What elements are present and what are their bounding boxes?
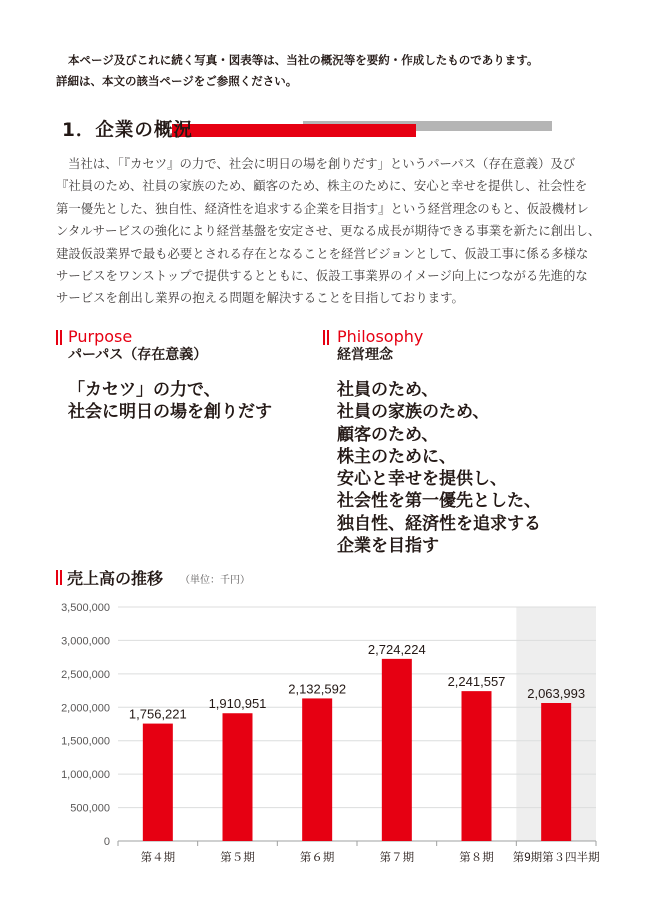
overview-line: 建設仮設業界で最も必要とされる存在となることを経営ビジョンとして、仮設工事に係る多様な xyxy=(56,245,589,261)
sales-bar-chart xyxy=(0,590,648,880)
philosophy-line: 社会性を第一優先とした、 xyxy=(337,491,541,512)
intro-line-2: 詳細は、本文の該当ページをご参照ください。 xyxy=(56,74,298,88)
philosophy-marker-icon xyxy=(323,330,329,345)
overview-line: 『社員のため、社員の家族のため、顧客のため、株主のために、安心と幸せを提供し、社会性を xyxy=(56,178,588,194)
philosophy-line: 社員の家族のため、 xyxy=(337,402,490,423)
y-tick-label: 3,500,000 xyxy=(61,602,110,614)
y-tick-label: 500,000 xyxy=(70,802,110,815)
philosophy-line: 企業を目指す xyxy=(337,536,439,557)
overview-line: サービスをワンストップで提供するとともに、仮設工事業界のイメージ向上につながる先進的な xyxy=(56,268,588,284)
philosophy-line: 株主のために、 xyxy=(337,446,456,467)
section-title: 1．企業の概況 xyxy=(62,120,193,141)
philosophy-subheading: 経営理念 xyxy=(337,347,393,363)
y-tick-label: 3,000,000 xyxy=(61,635,110,648)
chart-marker-icon xyxy=(56,570,62,585)
purpose-line: 「カセツ」の力で、 xyxy=(68,380,221,400)
bar xyxy=(541,703,571,841)
x-tick-label: 第9期第３四半期 xyxy=(512,852,600,864)
purpose-heading: Purpose xyxy=(68,327,133,346)
bar xyxy=(462,691,492,841)
bar xyxy=(302,698,332,841)
bar xyxy=(382,659,412,841)
x-tick-label: 第８期 xyxy=(459,852,494,864)
bar-value-label: 1,910,951 xyxy=(208,696,267,712)
y-tick-label: 2,500,000 xyxy=(61,668,110,681)
bar-value-label: 2,063,993 xyxy=(527,686,586,702)
philosophy-line: 独自性、経済性を追求する xyxy=(337,513,541,534)
bar-value-label: 2,132,592 xyxy=(288,681,347,697)
intro-line-1: 本ページ及びこれに続く写真・図表等は、当社の概況等を要約・作成したものであります。 xyxy=(68,53,539,67)
bar-value-label: 1,756,221 xyxy=(128,706,187,722)
bar xyxy=(143,724,173,841)
chart-title: 売上高の推移 xyxy=(67,569,164,588)
overview-line: サービスを創出し業界の抱える問題を解決することを目指しております。 xyxy=(56,290,464,306)
bar-value-label: 2,724,224 xyxy=(367,641,426,657)
x-tick-label: 第７期 xyxy=(379,852,415,864)
x-tick-label: 第４期 xyxy=(140,852,176,864)
philosophy-line: 社員のため、 xyxy=(337,380,439,400)
purpose-marker-icon xyxy=(56,330,62,345)
y-tick-label: 0 xyxy=(103,836,110,848)
y-tick-label: 1,500,000 xyxy=(61,735,110,748)
chart-unit: （単位：千円） xyxy=(180,575,250,586)
y-tick-label: 2,000,000 xyxy=(61,702,110,715)
philosophy-line: 顧客のため、 xyxy=(337,424,439,445)
title-decor-red-bar xyxy=(172,124,416,137)
purpose-statement xyxy=(68,379,272,424)
overview-line: ンタルサービスの強化により経営基盤を安定させ、更なる成長が期待できる事業を新たに創出し、 xyxy=(56,223,601,239)
philosophy-statement xyxy=(337,379,541,557)
philosophy-heading: Philosophy xyxy=(337,327,424,346)
purpose-line: 社会に明日の場を創りだす xyxy=(68,402,272,423)
overview-line: 第一優先とした、独自性、経済性を追求する企業を目指す』という経営理念のもと、仮設機材レ xyxy=(56,200,589,216)
overview-line: 当社は、「『カセツ』の力で、社会に明日の場を創りだす」というパーパス（存在意義）及び xyxy=(68,156,576,171)
bar xyxy=(223,713,253,841)
company-overview-text xyxy=(56,153,604,310)
x-tick-label: 第６期 xyxy=(299,852,335,864)
x-tick-label: 第５期 xyxy=(220,852,255,864)
bar-value-label: 2,241,557 xyxy=(447,674,506,690)
philosophy-line: 安心と幸せを提供し、 xyxy=(337,469,507,490)
y-tick-label: 1,000,000 xyxy=(61,769,110,782)
purpose-subheading: パーパス（存在意義） xyxy=(68,347,208,363)
intro-notice xyxy=(56,50,616,92)
